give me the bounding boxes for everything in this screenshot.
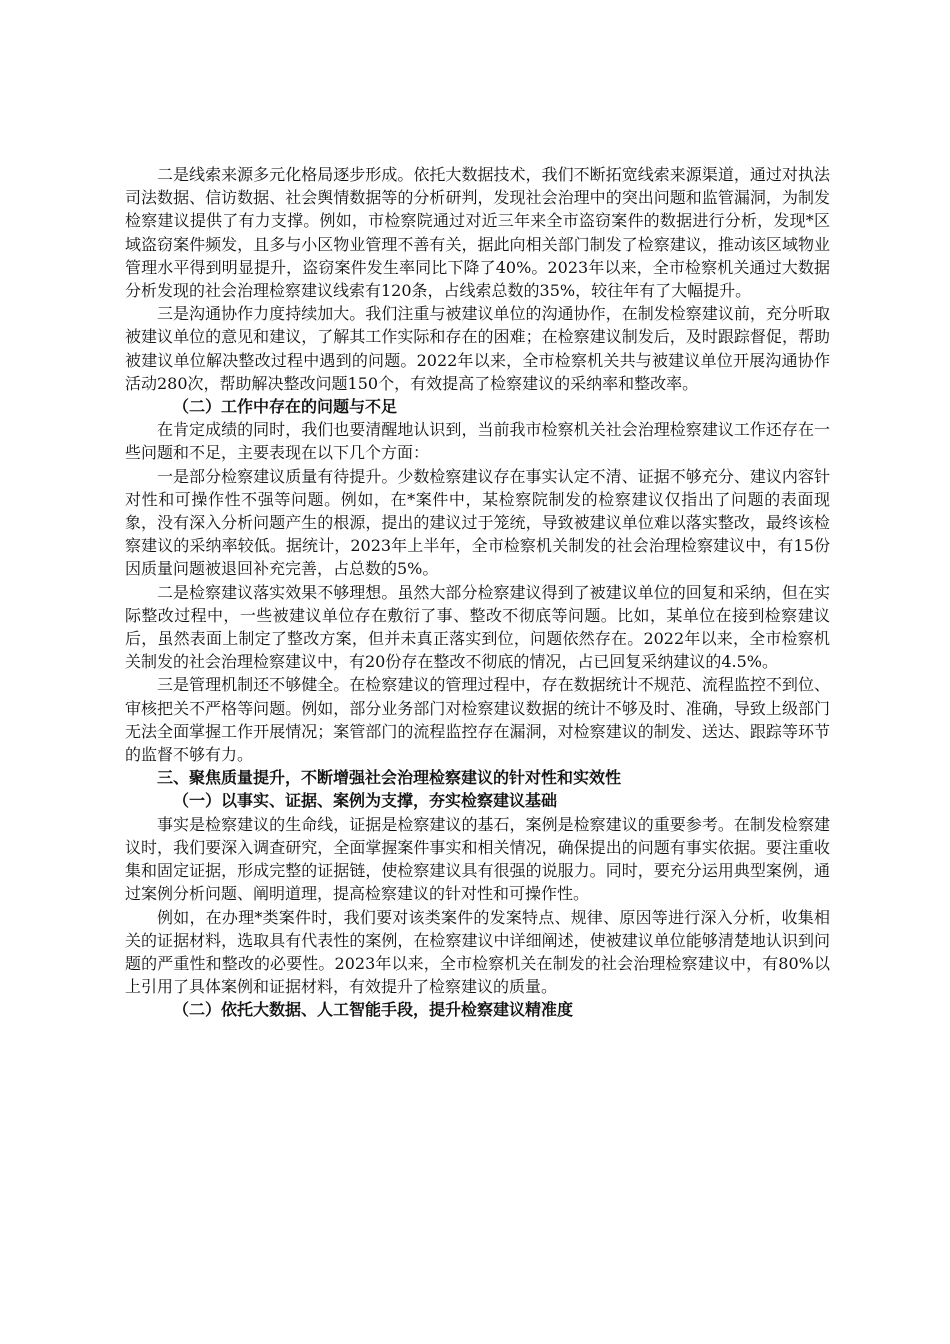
section-heading-three: 三、聚焦质量提升，不断增强社会治理检察建议的针对性和实效性 <box>157 768 622 788</box>
paragraph-problems-intro: 在肯定成绩的同时，我们也要清醒地认识到，当前我市检察机关社会治理检察建议工作还存在一些问题和不足，主要表现在以下几个方面： <box>125 420 830 463</box>
paragraph-quality-issue: 一是部分检察建议质量有待提升。少数检察建议存在事实认定不清、证据不够充分、建议内容针对性和可操作性不强等问题。例如，在*案件中，某检察院制发的检察建议仅指出了问题的表面现象，没有深入分析问题产生的根源，提出的建议过于笼统，导致被建议单位难以落实整改，最终该检察建议的采纳率较低。据统计，2023年上半年，全市检察机关制发的社会治理检察建议中，有15份因质量问题被退回补充完善，占总数的5%。 <box>125 466 830 579</box>
paragraph-communication: 三是沟通协作力度持续加大。我们注重与被建议单位的沟通协作，在制发检察建议前，充分听取被建议单位的意见和建议，了解其工作实际和存在的困难；在检察建议制发后，及时跟踪督促，帮助被建议单位解决整改过程中遇到的问题。2022年以来，全市检察机关共与被建议单位开展沟通协作活动280次，帮助解决整改问题150个，有效提高了检察建议的采纳率和整改率。 <box>125 304 830 393</box>
subheading-big-data: （二）依托大数据、人工智能手段，提升检察建议精准度 <box>173 1000 574 1020</box>
paragraph-clue-sources: 二是线索来源多元化格局逐步形成。依托大数据技术，我们不断拓宽线索来源渠道，通过对执法司法数据、信访数据、社会舆情数据等的分析研判，发现社会治理中的突出问题和监管漏洞，为制发检察建议提供了有力支撑。例如，市检察院通过对近三年来全市盗窃案件的数据进行分析，发现*区域盗窃案件频发，且多与小区物业管理不善有关，据此向相关部门制发了检察建议，推动该区域物业管理水平得到明显提升，盗窃案件发生率同比下降了40%。2023年以来，全市检察机关通过大数据分析发现的社会治理检察建议线索有120条，占线索总数的35%，较往年有了大幅提升。 <box>125 165 830 301</box>
document-body <box>125 163 830 1022</box>
subheading-evidence: （一）以事实、证据、案例为支撑，夯实检察建议基础 <box>173 791 558 811</box>
paragraph-management-issue: 三是管理机制还不够健全。在检察建议的管理过程中，存在数据统计不规范、流程监控不到位、审核把关不严格等问题。例如，部分业务部门对检察建议数据的统计不够及时、准确，导致上级部门无法全面掌握工作开展情况；案管部门的流程监控存在漏洞，对检察建议的制发、送达、跟踪等环节的监督不够有力。 <box>125 675 830 765</box>
paragraph-evidence-basis: 事实是检察建议的生命线，证据是检察建议的基石，案例是检察建议的重要参考。在制发检察建议时，我们要深入调查研究，全面掌握案件事实和相关情况，确保提出的问题有事实依据。要注重收集和固定证据，形成完整的证据链，使检察建议具有很强的说服力。同时，要充分运用典型案例，通过案例分析问题、阐明道理，提高检察建议的针对性和可操作性。 <box>125 814 830 904</box>
paragraph-case-example: 例如，在办理*类案件时，我们要对该类案件的发案特点、规律、原因等进行深入分析，收集相关的证据材料，选取具有代表性的案例，在检察建议中详细阐述，使被建议单位能够清楚地认识到问题的严重性和整改的必要性。2023年以来，全市检察机关在制发的社会治理检察建议中，有80%以上引用了具体案例和证据材料，有效提升了检察建议的质量。 <box>125 907 830 997</box>
paragraph-implementation-issue: 二是检察建议落实效果不够理想。虽然大部分检察建议得到了被建议单位的回复和采纳，但在实际整改过程中，一些被建议单位存在敷衍了事、整改不彻底等问题。比如，某单位在接到检察建议后，虽然表面上制定了整改方案，但并未真正落实到位，问题依然存在。2022年以来，全市检察机关制发的社会治理检察建议中，有20份存在整改不彻底的情况，占已回复采纳建议的4.5%。 <box>125 582 830 672</box>
subheading-problems: （二）工作中存在的问题与不足 <box>173 397 398 417</box>
